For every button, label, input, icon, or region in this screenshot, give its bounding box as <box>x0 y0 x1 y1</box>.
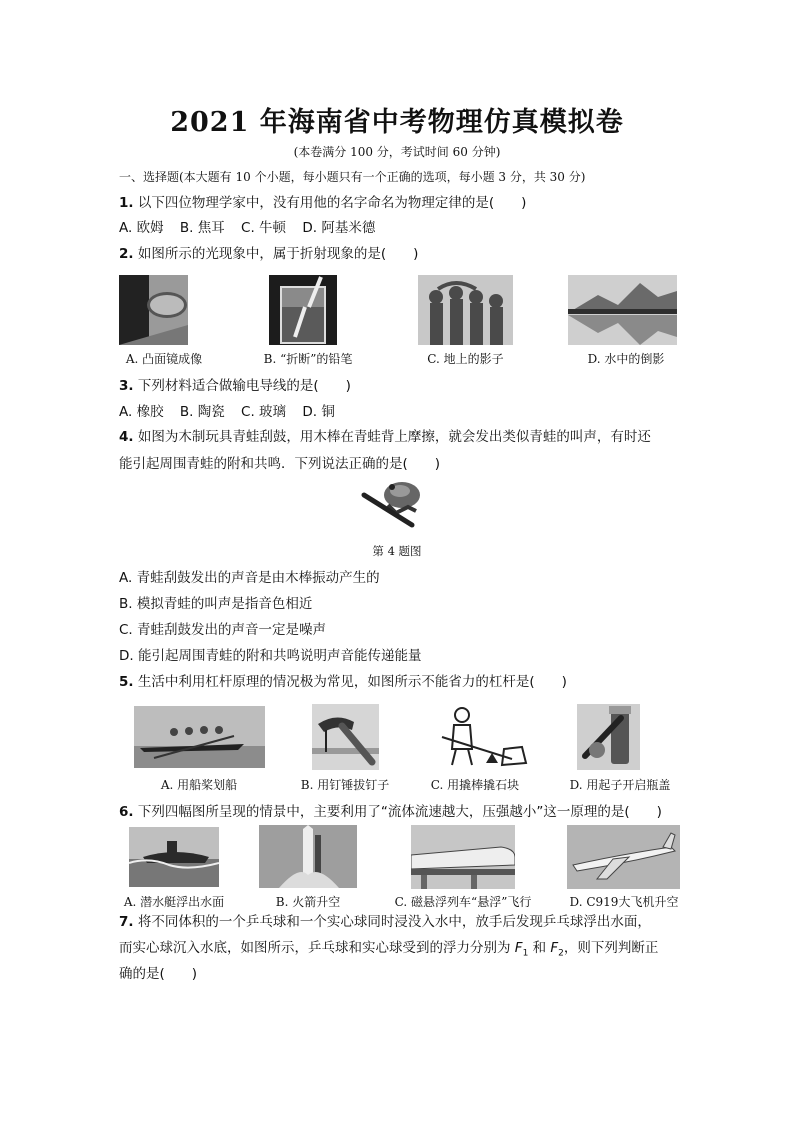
question-number: 3. <box>119 378 134 394</box>
c919-airplane-photo <box>567 825 680 889</box>
bottle-opener-photo <box>577 704 640 770</box>
q4-option-c: C. 青蛙刮鼓发出的声音一定是噪声 <box>119 622 327 638</box>
question-2 <box>119 245 418 263</box>
question-number: 7. <box>119 914 134 930</box>
q6-caption-a: A. 潜水艇浮出水面 <box>123 895 225 909</box>
maglev-train-photo <box>411 825 515 889</box>
option-c: C. 牛顿 <box>241 220 287 236</box>
page-title: 2021 年海南省中考物理仿真模拟卷 <box>170 107 624 138</box>
question-text: 如图所示的光现象中，属于折射现象的是( ) <box>137 246 419 262</box>
question-text: 下列四幅图所呈现的情景中，主要利用了“流体流速越大，压强越小”这一原理的是( ) <box>137 804 662 820</box>
question-number: 5. <box>119 674 134 690</box>
bent-pencil-photo <box>269 275 337 345</box>
shadow-photo <box>418 275 513 345</box>
submarine-photo <box>129 827 219 887</box>
q4-option-a: A. 青蛙刮鼓发出的声音是由木棒振动产生的 <box>119 570 380 586</box>
q6-caption-d: D. C919大飞机升空 <box>569 895 679 909</box>
hammer-nail-photo <box>312 704 379 770</box>
crowbar-rock-drawing <box>432 703 528 769</box>
option-b: B. 焦耳 <box>179 220 225 236</box>
q5-caption-c: C. 用撬棒撬石块 <box>430 778 520 792</box>
section-heading: 一、选择题(本大题有 10 个小题，每小题只有一个正确的选项，每小题 3 分，共 30 分) <box>119 170 586 184</box>
option-d: D. 阿基米德 <box>302 220 376 236</box>
option-a: A. 欧姆 <box>119 220 164 236</box>
question-7-line-3: 确的是( ) <box>119 966 198 982</box>
question-5 <box>119 673 567 691</box>
force-f1: F <box>514 940 523 956</box>
rowing-boat-photo <box>134 706 265 768</box>
q2-caption-a: A. 凸面镜成像 <box>125 352 203 366</box>
option-a: A. 橡胶 <box>119 404 164 420</box>
question-1-options <box>119 219 387 237</box>
question-6 <box>119 803 662 821</box>
question-7-line-2: 而实心球沉入水底，如图所示，乒乓球和实心球受到的浮力分别为 $F_1$ 和 $F_2$，则下列判断正 <box>119 940 659 959</box>
q2-caption-d: D. 水中的倒影 <box>587 352 665 366</box>
convex-mirror-photo <box>119 275 188 345</box>
q6-caption-c: C. 磁悬浮列车“悬浮”飞行 <box>394 895 532 909</box>
q2-caption-c: C. 地上的影子 <box>427 352 504 366</box>
q5-caption-a: A. 用船桨划船 <box>160 778 238 792</box>
question-4 <box>119 428 651 446</box>
question-text: 将不同体积的一个乒乓球和一个实心球同时浸没入水中，放手后发现乒乓球浮出水面， <box>137 914 651 930</box>
option-d: D. 铜 <box>302 404 335 420</box>
question-3 <box>119 377 351 395</box>
question-text: 以下四位物理学家中，没有用他的名字命名为物理定律的是( ) <box>137 195 527 211</box>
question-number: 4. <box>119 429 134 445</box>
rocket-launch-photo <box>259 825 357 888</box>
q6-caption-b: B. 火箭升空 <box>275 895 341 909</box>
option-c: C. 玻璃 <box>241 404 287 420</box>
question-4-line-2: 能引起周围青蛙的附和共鸣．下列说法正确的是( ) <box>119 456 441 472</box>
force-f2: F <box>550 940 559 956</box>
question-7 <box>119 913 651 931</box>
question-number: 6. <box>119 804 134 820</box>
q5-caption-d: D. 用起子开启瓶盖 <box>569 778 671 792</box>
water-reflection-photo <box>568 275 677 345</box>
question-text: 生活中利用杠杆原理的情况极为常见，如图所示不能省力的杠杆是( ) <box>137 674 567 690</box>
option-b: B. 陶瓷 <box>179 404 225 420</box>
question-text: 下列材料适合做输电导线的是( ) <box>137 378 351 394</box>
question-text: 如图为木制玩具青蛙刮鼓，用木棒在青蛙背上摩擦，就会发出类似青蛙的叫声，有时还 <box>137 429 651 445</box>
question-number: 2. <box>119 246 134 262</box>
frog-drum-photo <box>360 475 430 535</box>
page-subtitle: (本卷满分 100 分，考试时间 60 分钟) <box>293 145 501 159</box>
q4-figure-caption: 第 4 题图 <box>372 544 422 558</box>
q5-caption-b: B. 用钉锤拔钉子 <box>300 778 390 792</box>
question-3-options <box>119 403 347 421</box>
q4-option-b: B. 模拟青蛙的叫声是指音色相近 <box>119 596 313 612</box>
q4-option-d: D. 能引起周围青蛙的附和共鸣说明声音能传递能量 <box>119 648 422 664</box>
q2-caption-b: B. “折断”的铅笔 <box>263 352 353 366</box>
question-number: 1. <box>119 195 134 211</box>
question-1 <box>119 194 526 212</box>
